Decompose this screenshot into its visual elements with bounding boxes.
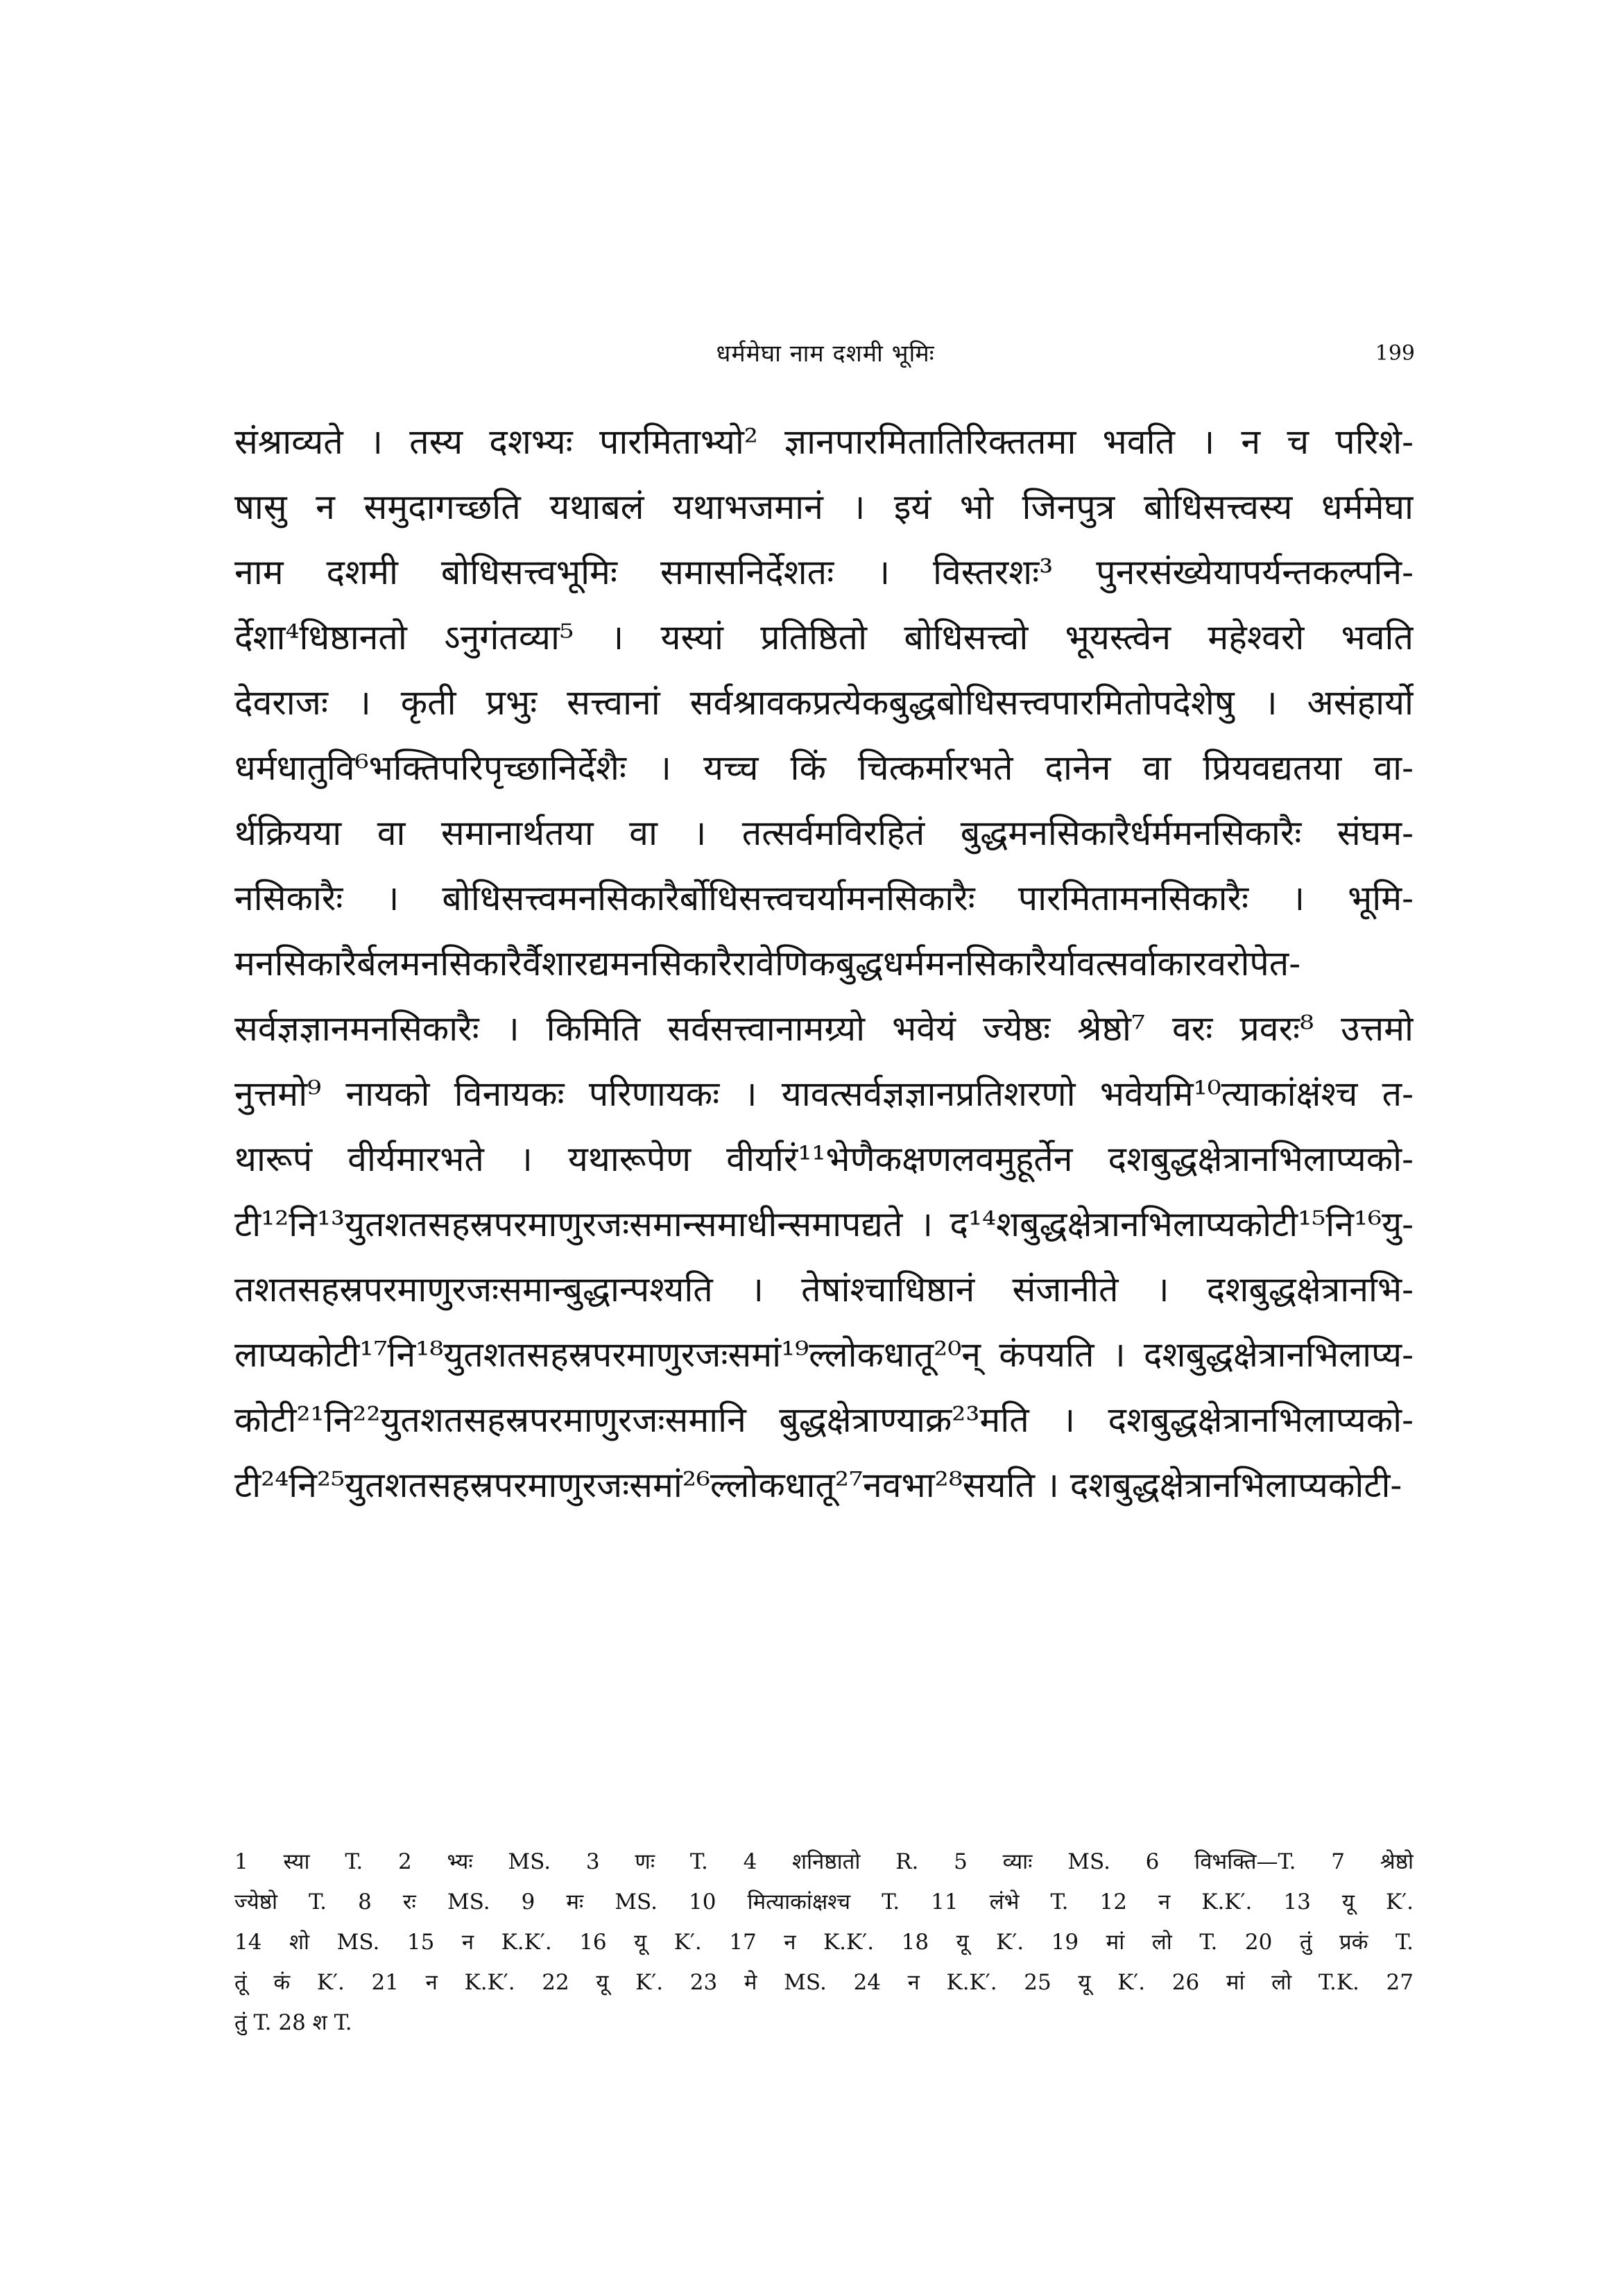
text-line: टी²⁴नि²⁵युतशतसहस्रपरमाणुरजःसमां²⁶ल्लोकधातू²⁷नवभा²⁸सयति । दशबुद्धक्षेत्रानभिलाप्यकोटी-: [234, 1465, 1402, 1505]
footnote-line: 1 स्या T. 2 भ्यः MS. 3 णः T. 4 शनिष्ठातो R. 5 व्याः MS. 6 विभक्ति—T. 7 श्रेष्ठो: [234, 1849, 1414, 1874]
text-line: थारूपं वीर्यमारभते । यथारूपेण वीर्यारं¹¹भेणैकक्षणलवमुहूर्तेन दशबुद्धक्षेत्रानभिलाप्यको-: [234, 1139, 1414, 1179]
running-head: [236, 336, 1415, 371]
footnote-line: तूं कं K′. 21 न K.K′. 22 यू K′. 23 मे MS. 24 न K.K′. 25 यू K′. 26 मां लो T.K. 27: [234, 1970, 1414, 1995]
text-line: मनसिकारैर्बलमनसिकारैर्वैशारद्यमनसिकारैरावेणिकबुद्धधर्ममनसिकारैर्यावत्सर्वाकारवरोपेत-: [234, 943, 1301, 984]
page-number: 199: [1375, 341, 1415, 366]
footnote-line: ज्येष्ठो T. 8 रः MS. 9 मः MS. 10 मित्याकांक्षश्च T. 11 लंभे T. 12 न K.K′. 13 यू K′.: [234, 1890, 1414, 1914]
text-line: देवराजः । कृती प्रभुः सत्त्वानां सर्वश्रावकप्रत्येकबुद्धबोधिसत्त्वपारमितोपदेशेषु । असंहार्यो: [234, 683, 1414, 723]
text-line: र्देशा⁴धिष्ठानतो ऽनुगंतव्या⁵ । यस्यां प्रतिष्ठितो बोधिसत्त्वो भूयस्त्वेन महेश्वरो भवति: [234, 617, 1414, 658]
text-line: कोटी²¹नि²²युतशतसहस्रपरमाणुरजःसमानि बुद्धक्षेत्राण्याक्र²³मति । दशबुद्धक्षेत्रानभिलाप्यको-: [234, 1400, 1414, 1440]
footnote-line: 14 शो MS. 15 न K.K′. 16 यू K′. 17 न K.K′. 18 यू K′. 19 मां लो T. 20 तुं प्रकं T.: [234, 1930, 1414, 1955]
footnote-line: तुं T. 28 श T.: [234, 2010, 352, 2035]
text-line: सर्वज्ञज्ञानमनसिकारैः । किमिति सर्वसत्त्वानामग्र्यो भवेयं ज्येष्ठः श्रेष्ठो⁷ वरः प्रवरः⁸ उत्तमो: [234, 1009, 1414, 1049]
text-line: र्थक्रियया वा समानार्थतया वा । तत्सर्वमविरहितं बुद्धमनसिकारैर्धर्ममनसिकारैः संघम-: [234, 813, 1414, 853]
text-line: नुत्तमो⁹ नायको विनायकः परिणायकः । यावत्सर्वज्ञज्ञानप्रतिशरणो भवेयमि¹⁰त्याकांक्षंश्च त-: [234, 1074, 1414, 1114]
text-line: नसिकारैः । बोधिसत्त्वमनसिकारैर्बोधिसत्त्वचर्यामनसिकारैः पारमितामनसिकारैः । भूमि-: [234, 878, 1414, 918]
text-line: लाप्यकोटी¹⁷नि¹⁸युतशतसहस्रपरमाणुरजःसमां¹⁹ल्लोकधातू²⁰न् कंपयति । दशबुद्धक्षेत्रानभिलाप्य-: [234, 1335, 1414, 1375]
running-title: धर्ममेघा नाम दशमी भूमिः: [716, 340, 935, 368]
body-text: [234, 409, 1414, 1518]
text-line: नाम दशमी बोधिसत्त्वभूमिः समासनिर्देशतः । विस्तरशः³ पुनरसंख्येयापर्यन्तकल्पनि-: [234, 552, 1414, 592]
text-line: संश्राव्यते । तस्य दशभ्यः पारमिताभ्यो² ज्ञानपारमितातिरिक्ततमा भवति । न च परिशे-: [234, 422, 1414, 462]
text-line: षासु न समुदागच्छति यथाबलं यथाभजमानं । इयं भो जिनपुत्र बोधिसत्त्वस्य धर्ममेघा: [234, 487, 1414, 527]
text-line: धर्मधातुवि⁶भक्तिपरिपृच्छानिर्देशैः । यच्च किं चित्कर्मारभते दानेन वा प्रियवद्यतया वा-: [234, 748, 1414, 788]
text-line: तशतसहस्रपरमाणुरजःसमान्बुद्धान्पश्यति । तेषांश्चाधिष्ठानं संजानीते । दशबुद्धक्षेत्रानभि-: [234, 1269, 1414, 1310]
text-line: टी¹²नि¹³युतशतसहस्रपरमाणुरजःसमान्समाधीन्समापद्यते । द¹⁴शबुद्धक्षेत्रानभिलाप्यकोटी¹⁵नि¹⁶यु-: [234, 1204, 1414, 1244]
footnotes: [234, 1842, 1414, 2043]
